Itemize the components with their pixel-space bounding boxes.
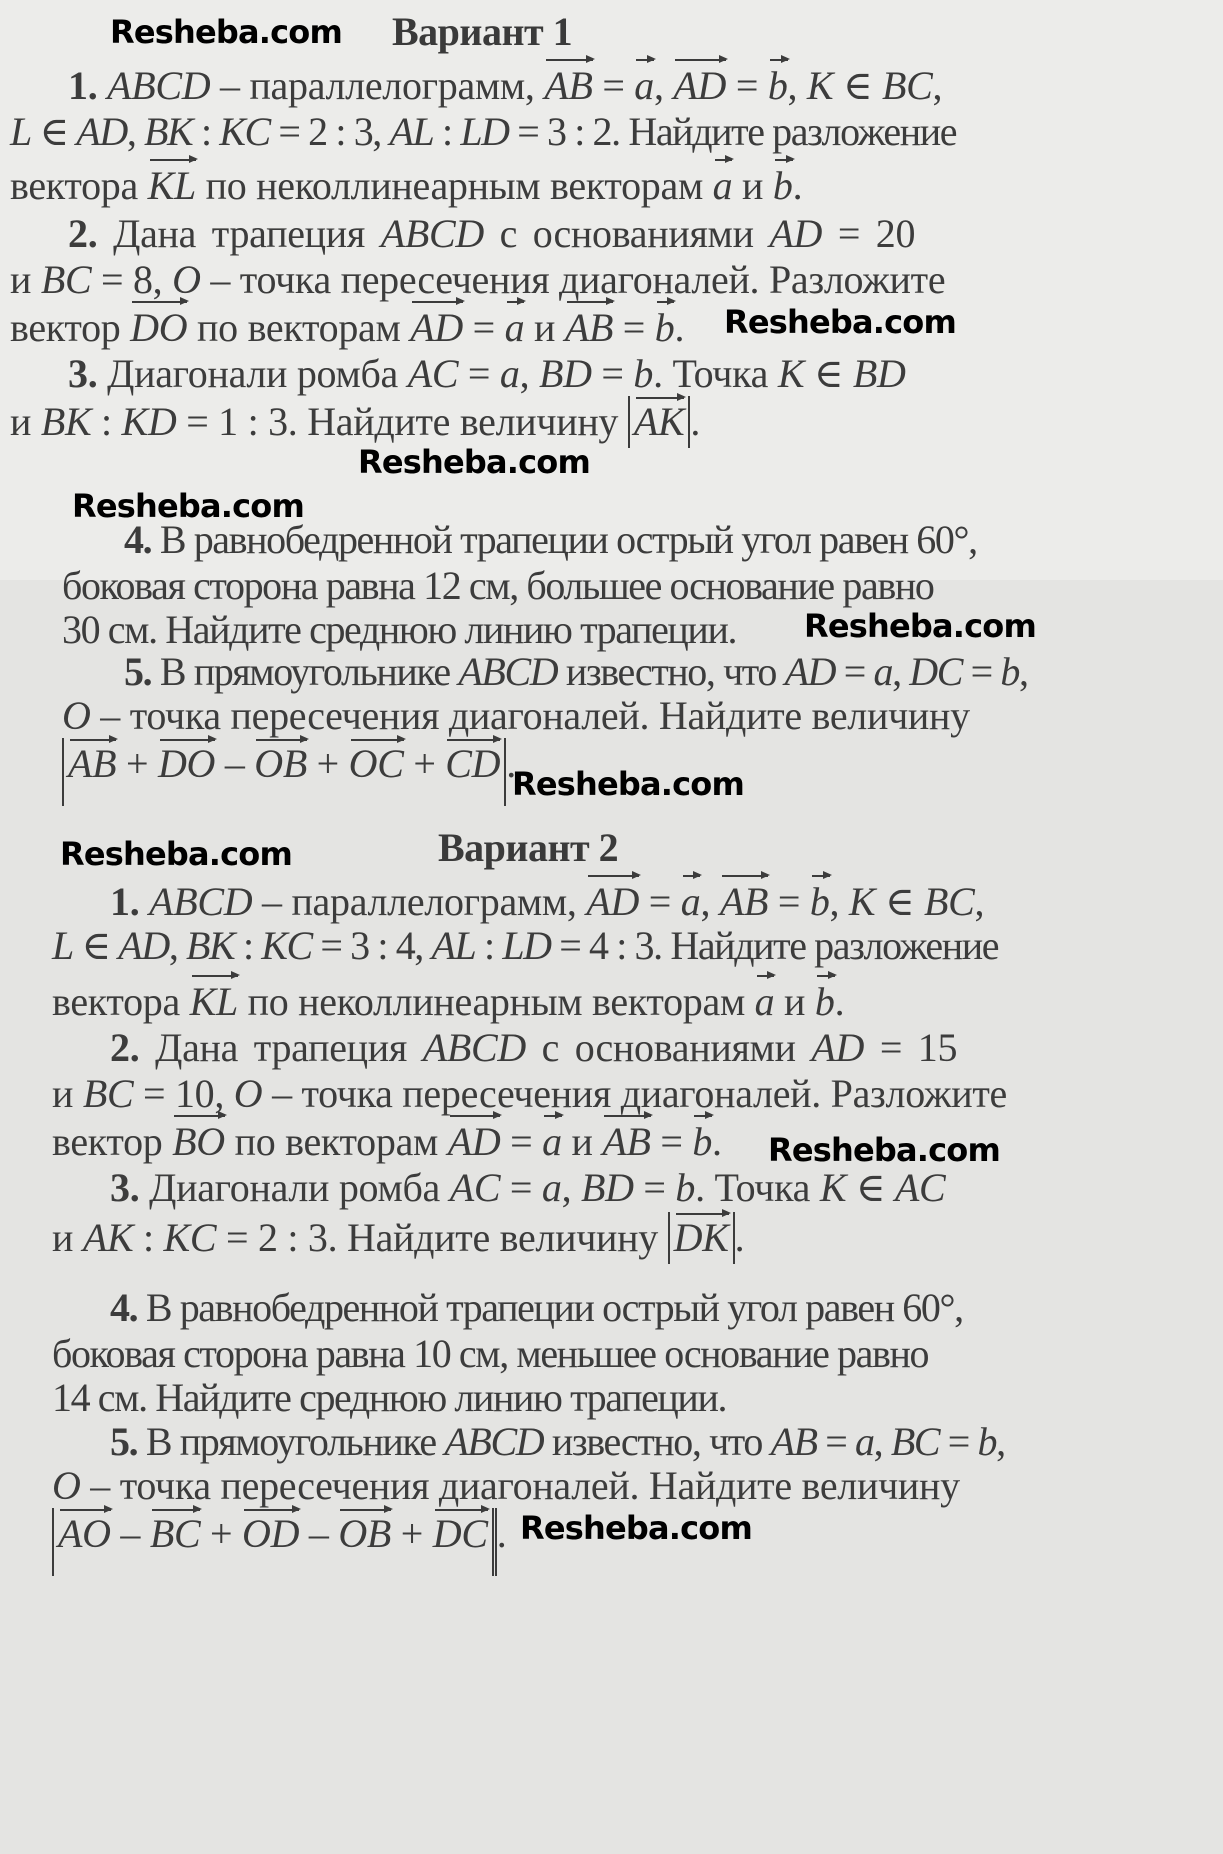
vector-ad: AD (410, 305, 463, 350)
v1-problem-5-line-1: 5. В прямоугольнике ABCD известно, что AD = a, DC = b, (124, 649, 1028, 694)
variant-2-title: Вариант 2 (438, 825, 619, 870)
variant-1-title: Вариант 1 (392, 9, 573, 54)
problem-number: 1. (68, 63, 98, 108)
absolute-value (628, 396, 691, 448)
v2-problem-1-line-3: вектора KL по неколлинеарным векторам a и b. (52, 979, 845, 1024)
v1-problem-5-line-3: AB + DO – OB + OC + CD . (62, 740, 516, 806)
v1-problem-5-line-2: O – точка пересечения диагоналей. Найдите величину (62, 693, 970, 738)
v2-problem-4-line-1: 4. В равнобедренной трапеции острый угол равен 60°, (110, 1285, 963, 1330)
v1-problem-2-line-2: и BC = 8, O – точка пересечения диагоналей. Разложите (10, 257, 946, 302)
vector-b: b (772, 163, 793, 208)
watermark: Resheba.com (804, 607, 1037, 645)
watermark: Resheba.com (358, 443, 591, 481)
vector-a: a (634, 63, 654, 108)
vector-a: a (504, 305, 525, 350)
watermark: Resheba.com (520, 1509, 753, 1547)
watermark: Resheba.com (60, 835, 293, 873)
vector-dk: DK (673, 1215, 729, 1260)
vector-ak: AK (633, 399, 685, 444)
v2-problem-1-line-1: 1. ABCD – параллелограмм, AD = a, AB = b, K ∈ BC, (110, 879, 985, 924)
vector-a: a (712, 163, 733, 208)
absolute-value: AB + DO – OB + OC + CD (62, 738, 506, 806)
vector-ab: AB (544, 63, 593, 108)
v2-problem-3-line-1: 3. Диагонали ромба AC = a, BD = b. Точка K ∈ AC (110, 1165, 946, 1210)
v2-problem-4-line-2: боковая сторона равна 10 см, меньшее основание равно (52, 1331, 929, 1376)
vector-ad: AD (673, 63, 727, 108)
v2-problem-5-line-1: 5. В прямоугольнике ABCD известно, что AB = a, BC = b, (110, 1419, 1005, 1464)
vector-kl: KL (147, 163, 196, 208)
v2-problem-5-line-3: AO – BC + OD – OB + DC . (52, 1510, 506, 1576)
absolute-value (668, 1212, 735, 1264)
watermark: Resheba.com (768, 1131, 1001, 1169)
v2-problem-2-line-2: и BC = 10, O – точка пересечения диагоналей. Разложите (52, 1071, 1007, 1116)
v1-problem-3-line-1: 3. Диагонали ромба AC = a, BD = b. Точка K ∈ BD (68, 351, 906, 396)
v1-problem-1-line-1: 1. ABCD – параллелограмм, AB = a, AD = b, K ∈ BC, (68, 63, 943, 108)
vector-do: DO (130, 305, 188, 350)
vector-b: b (767, 63, 788, 108)
watermark: Resheba.com (110, 13, 343, 51)
v2-problem-4-line-3: 14 см. Найдите среднюю линию трапеции. (52, 1375, 727, 1420)
watermark: Resheba.com (72, 487, 305, 525)
v1-problem-1-line-3: вектора KL по неколлинеарным векторам a и b. (10, 163, 803, 208)
v1-problem-4-line-3: 30 см. Найдите среднюю линию трапеции. (62, 607, 737, 652)
v1-problem-4-line-1: 4. В равнобедренной трапеции острый угол равен 60°, (124, 517, 977, 562)
vector-ab: AB (564, 305, 614, 350)
v2-problem-2-line-3: вектор BO по векторам AD = a и AB = b. (52, 1119, 722, 1164)
v2-problem-2-line-1: 2. Дана трапеция ABCD с основаниями AD = 15 (110, 1025, 958, 1070)
absolute-value: AO – BC + OD – OB + DC (52, 1508, 497, 1576)
v1-problem-1-line-2: L ∈ AD, BK : KC = 2 : 3, AL : LD = 3 : 2. Найдите разложение (10, 109, 957, 154)
watermark: Resheba.com (724, 303, 957, 341)
v2-problem-5-line-2: O – точка пересечения диагоналей. Найдите величину (52, 1463, 960, 1508)
v1-problem-3-line-2: и BK : KD = 1 : 3. Найдите величину AK . (10, 398, 700, 448)
v2-problem-1-line-2: L ∈ AD, BK : KC = 3 : 4, AL : LD = 4 : 3. Найдите разложение (52, 923, 999, 968)
watermark: Resheba.com (512, 765, 745, 803)
v1-problem-2-line-1: 2. Дана трапеция ABCD с основаниями AD = 20 (68, 211, 916, 256)
vector-b: b (654, 305, 675, 350)
v2-problem-3-line-2: и AK : KC = 2 : 3. Найдите величину DK . (52, 1214, 744, 1264)
v1-problem-4-line-2: боковая сторона равна 12 см, большее основание равно (62, 563, 934, 608)
v1-problem-2-line-3: вектор DO по векторам AD = a и AB = b. (10, 305, 685, 350)
